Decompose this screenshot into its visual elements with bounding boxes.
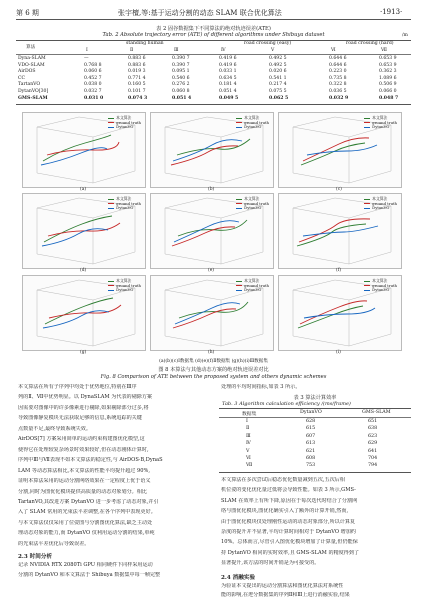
table3-cell: 621 (306, 448, 316, 454)
table2-col-algo: 算法 (26, 45, 36, 50)
table2-cell: 0.060 8 (172, 88, 190, 94)
legend-label: 本文算法 (116, 196, 132, 201)
legend-swatch (364, 118, 370, 119)
table2-cell: 0.771 4 (128, 75, 146, 81)
plot-tag: (e) (208, 268, 215, 273)
legend-label: ground truth (116, 200, 141, 206)
table2-cell: 0.074 3 (128, 95, 148, 101)
text-line: 本文算法在多次尝试后稳态优化数量减到五次,五次后相 (221, 477, 345, 483)
plot-tag: (g) (80, 350, 87, 355)
legend-entry (364, 125, 397, 130)
table2-caption-en: Tab. 2 Absolute trajectory error (ATE) of different algorithms under Shibuya dataset (102, 32, 325, 38)
table3-caption-en (222, 401, 351, 407)
table3-cell: 628 (306, 419, 316, 424)
legend-label: ground truth (244, 200, 269, 206)
plot-tag: (b) (208, 187, 215, 192)
table2-row (16, 96, 411, 103)
table2-cell: 0.036 5 (329, 88, 347, 94)
legend-swatch (364, 199, 370, 200)
table2-cell: 0.644 6 (329, 62, 347, 68)
legend-label: 本文算法 (116, 115, 132, 120)
table3-unit: /(ms/frame) (321, 401, 351, 407)
table3-dataset: Ⅲ (246, 433, 251, 439)
page-section-label: 第 6 期 (16, 9, 39, 17)
table2-cell: 0.362 3 (379, 69, 397, 75)
table2-sub-header (16, 48, 411, 55)
text-line: 机位姿的变化优化量过低将会导致性能。如表 3 所示,GMS- (221, 487, 356, 494)
legend-label: DytanVO (244, 287, 262, 293)
plot-legend (236, 279, 269, 293)
table3-cell: 623 (368, 433, 378, 439)
table2-group: road crossing (hard) (346, 41, 394, 46)
table2-unit: /m (402, 33, 408, 38)
table2-cell: 0.644 6 (329, 56, 347, 61)
trajectory-plot (150, 112, 274, 188)
plot-legend (108, 116, 141, 130)
trajectory-plot (150, 193, 274, 269)
table2-cell: 0.322 8 (329, 82, 347, 88)
table2-sub: Ⅳ (221, 47, 226, 53)
table2-cell: 0.033 1 (219, 69, 237, 75)
legend-swatch (364, 122, 370, 123)
text-line: 列的Ⅱ、Ⅶ中优势明显。以 DynaSLAM 为代表的剔除方案 (18, 394, 153, 401)
table2-cell: 0.223 0 (329, 69, 347, 75)
legend-label: 本文算法 (372, 115, 388, 120)
table2-cell: 0.038 0 (84, 82, 102, 88)
legend-swatch (364, 203, 370, 204)
legend-swatch (236, 122, 242, 123)
text-line: 分割,同时为图优化模块提供高质量的动态对象划分。相比 (18, 488, 147, 495)
table3-cell: 607 (306, 433, 316, 439)
table3-dataset: Ⅳ (246, 441, 251, 447)
table3-top-rule (219, 408, 411, 409)
trajectory-line (174, 221, 239, 242)
legend-label: 本文算法 (244, 115, 260, 120)
legend-swatch (364, 290, 370, 291)
legend-entry (236, 125, 269, 130)
text-line: 本文算法在所有子序列中均处于优势地位,特别在Ⅲ序 (18, 384, 137, 390)
trajectory-line (303, 138, 369, 161)
legend-swatch (236, 203, 242, 204)
table2-cell: 0.768 8 (84, 62, 102, 68)
text-line: 络与图优化模块,图优化确实引入了额外的计算开销,然而, (221, 508, 349, 515)
table2-cell: 0.051 4 (172, 95, 192, 101)
legend-label: DytanVO (244, 124, 262, 130)
trajectory-plot (22, 275, 146, 351)
section-2-3-heading: 2.3 时间分析 (18, 554, 53, 560)
table2-cell: — (84, 56, 89, 61)
trajectory-plot (278, 112, 402, 188)
table2-row (16, 89, 411, 96)
legend-entry (364, 288, 397, 293)
legend-swatch (108, 281, 114, 282)
figure8-caption-en: Fig. 8 Comparison of ATE between the proposed system and others dynamic schemes (100, 374, 327, 380)
table3-dataset: Ⅰ (246, 419, 248, 424)
legend-swatch (108, 285, 114, 286)
trajectory-plot (278, 275, 402, 351)
table2-cell: 0.048 7 (379, 95, 399, 101)
table2-cell: 0.051 4 (219, 88, 237, 94)
table3-cell: 613 (306, 441, 316, 447)
table2-cell: 0.031 0 (84, 95, 104, 101)
table2-cell: 0.032 7 (84, 88, 102, 94)
legend-swatch (236, 281, 242, 282)
legend-label: 本文算法 (372, 278, 388, 283)
table3-cell: 753 (306, 463, 316, 469)
table2-cell: 0.276 2 (172, 82, 190, 88)
table2-cell: 0.217 4 (269, 82, 287, 88)
legend-entry (364, 206, 397, 211)
table2-cell-algo: VDO-SLAM (18, 62, 45, 68)
table2-sub: Ⅰ (86, 47, 88, 53)
text-line: 杂度的提升并不显著,平均计算时间相对于 DytanVO 增加约 (221, 529, 356, 535)
text-line: 点数量不足,最终导致系统失效。 (18, 425, 91, 432)
legend-label: 本文算法 (372, 196, 388, 201)
table2-cell: 0.160 5 (128, 82, 146, 88)
table3-header-rule (219, 417, 411, 418)
legend-swatch (108, 199, 114, 200)
table3-cell: 704 (368, 456, 378, 461)
table2-cell: 0.060 6 (84, 69, 102, 75)
table2-cell-algo: Dyna-SLAM (18, 56, 46, 61)
legend-entry (236, 288, 269, 293)
plot-tag: (a) (80, 187, 87, 192)
table2-cell: 0.390 7 (172, 56, 190, 61)
legend-label: ground truth (372, 200, 397, 206)
page-number: ·1913· (380, 8, 403, 16)
legend-label: DytanVO (372, 124, 390, 130)
legend-label: ground truth (244, 282, 269, 288)
text-line: 序列中Ⅲ与Ⅶ表现不如本文算法的稳定性,与 AirDOS·B,DynaS (18, 457, 163, 464)
plot-legend (108, 197, 141, 211)
legend-label: ground truth (372, 119, 397, 125)
text-line: 为验证本文提出的运动分割算法和图优化算法对系统性 (221, 583, 344, 589)
table2-row (16, 76, 411, 83)
table2-cell: 0.101 7 (128, 88, 146, 94)
legend-swatch (236, 199, 242, 200)
text-line: 与本文算法仅仅采用了位姿图与分割图优化算法,缺乏主动处 (18, 519, 153, 526)
table2-cell: 0.049 5 (219, 95, 239, 101)
text-line: AirDOS[7] 方案采用简单的运动约束构建图优化模型,这 (18, 436, 145, 443)
table2-cell: 0.419 6 (219, 56, 237, 61)
running-title: 张宇檀,等:基于运动分割的动态 SLAM 联合优化算法 (118, 9, 282, 17)
table2-row (16, 69, 411, 76)
table2-cell: 0.883 6 (128, 62, 146, 68)
table3-cell: 638 (368, 426, 378, 432)
table2-cell: 0.452 7 (84, 75, 102, 81)
legend-label: ground truth (372, 282, 397, 288)
plot-tag: (i) (336, 350, 341, 355)
table3-cell: 615 (306, 426, 316, 432)
legend-swatch (364, 281, 370, 282)
plot-legend (364, 279, 397, 293)
table2-cell: 0.541 1 (269, 75, 287, 81)
text-line: 10%。总体而言,尽管引入图优化模块增加了计算量,但仍能保 (221, 539, 358, 546)
table3-col-header: GMS-SLAM (362, 410, 391, 415)
table3-dataset: Ⅶ (246, 463, 253, 469)
trajectory-line (307, 145, 377, 155)
text-line: 证明本算法采用的运动分割网络效果在一定程度上优于语义 (18, 478, 151, 485)
legend-swatch (236, 118, 242, 119)
plot-legend (108, 279, 141, 293)
table3-cell: 629 (368, 441, 378, 447)
text-line: SLAM 在效率上有所下降,原因在于每次迭代时结合了分割网 (221, 497, 358, 504)
table2-sub: Ⅴ (271, 47, 275, 53)
table3-cell: 608 (306, 456, 316, 461)
legend-swatch (236, 285, 242, 286)
legend-label: 本文算法 (244, 196, 260, 201)
legend-swatch (108, 122, 114, 123)
trajectory-line (300, 301, 367, 324)
text-line: 处理的平均时间指标,如表 3 所示。 (221, 384, 301, 390)
text-line: 理动态对象的能力,而 DytanVO 仅利用运动分割的结果,单纯 (18, 530, 155, 537)
table2-row (16, 63, 411, 70)
trajectory-line (173, 140, 242, 161)
text-line: 由于图优化模块仅处理刚性运动的动态对象部分,所以计算复 (221, 518, 356, 525)
legend-swatch (364, 127, 370, 128)
table2-sub: Ⅱ (130, 47, 134, 53)
table2-group-header (16, 41, 411, 48)
table2-sub: Ⅲ (174, 47, 179, 53)
legend-entry (108, 288, 141, 293)
table3-col-header: 数据集 (242, 412, 257, 417)
text-line: 使得它在处理较复杂场景时效果较好,但在动态刚体计算时, (18, 446, 149, 453)
plot-tag: (h) (208, 350, 215, 355)
legend-label: 本文算法 (116, 278, 132, 283)
table2-cell-algo: TartanVO (18, 82, 41, 88)
table2-cell: 0.019 3 (128, 69, 146, 75)
table2-cell: 0.390 7 (172, 62, 190, 68)
table2-cell: 0.506 9 (379, 82, 397, 88)
legend-swatch (108, 208, 114, 209)
text-line: LAM 等动态算法相比,本文算法的性能平均提升超过 90%, (18, 467, 150, 474)
plot-legend (236, 116, 269, 130)
trajectory-plot (22, 112, 146, 188)
table3-dataset: Ⅱ (246, 426, 250, 432)
trajectory-line (175, 303, 240, 324)
table2-row (16, 82, 411, 89)
legend-swatch (108, 203, 114, 204)
table2-cell: 0.020 6 (269, 69, 287, 75)
legend-swatch (236, 208, 242, 209)
table2-body (16, 56, 411, 102)
text-line: 持 DytanVO 相同的实时效率,且 GMS-SLAM 的精度得到了 (221, 549, 360, 556)
legend-label: DytanVO (244, 205, 262, 211)
table2-cell: 0.419 6 (219, 62, 237, 68)
legend-label: DytanVO (372, 205, 390, 211)
table2-cell: 0.492 5 (269, 56, 287, 61)
text-line: 能的影响,在逻分数据集的序列Ⅱ和Ⅲ上进行消融实验,结果 (221, 592, 350, 598)
plot-legend (364, 116, 397, 130)
text-line: 的光束法平差优化后导致误差。 (18, 540, 90, 547)
legend-label: DytanVO (372, 287, 390, 293)
legend-label: DytanVO (116, 287, 134, 293)
plot-legend (236, 197, 269, 211)
table2-cell: 0.883 6 (128, 56, 146, 61)
table2-cell: 0.492 5 (269, 62, 287, 68)
table2-cell: 0.540 6 (172, 75, 190, 81)
legend-entry (108, 206, 141, 211)
trajectory-line (48, 223, 120, 236)
table2-cell-algo: AirDOS (18, 69, 36, 75)
figure8-subcaption: (a)(b)(c)Ⅰ数据集 (d)(e)(f)Ⅱ数据集 (g)(h)(i)Ⅲ数据集 (159, 359, 268, 364)
trajectory-line (304, 308, 375, 318)
table2-cell: 1.089 6 (379, 75, 397, 81)
table2-group: standing human (126, 41, 164, 46)
table2-sub: Ⅵ (331, 47, 336, 53)
table2-cell: 0.075 5 (269, 88, 287, 94)
legend-label: ground truth (244, 119, 269, 125)
legend-swatch (108, 118, 114, 119)
table3-cell: 651 (368, 419, 378, 424)
text-line: 显著提升,该方法的时间开销是为可接受的。 (221, 560, 320, 567)
table2 (16, 41, 411, 56)
legend-swatch (236, 290, 242, 291)
trajectory-line (49, 305, 121, 318)
table2-bottom-rule (16, 104, 411, 105)
table2-cell: 0.095 1 (172, 69, 190, 75)
table2-group: road crossing (easy) (244, 41, 292, 46)
legend-label: ground truth (116, 282, 141, 288)
plot-tag: (c) (336, 187, 342, 192)
table2-cell: 0.032 9 (329, 95, 349, 101)
plot-tag: (d) (80, 268, 87, 273)
table2-cell: 0.634 5 (219, 75, 237, 81)
plot-legend (364, 197, 397, 211)
text-line: 因需要对图像中的许多像素进行剔除,如果剔除部分过多,将 (18, 404, 149, 411)
table2-cell-algo: DytanVO[30] (18, 88, 49, 94)
legend-label: 本文算法 (244, 278, 260, 283)
text-line: 入了 SLAM 常用的光束法平差调整,在各个序列中表现更好。 (18, 509, 156, 516)
table3-caption-cn: 表 3 算法计算效率 (293, 395, 337, 401)
legend-swatch (108, 127, 114, 128)
table2-cell: 0.181 4 (219, 82, 237, 88)
table2-cell: 0.653 9 (379, 62, 397, 68)
table3-cell: 641 (368, 448, 378, 454)
table3-title-en: Tab. 3 Algorithm calculation efficiency (222, 401, 320, 407)
table2-cell-algo: GMS-SLAM (18, 95, 48, 101)
table3-bottom-rule (219, 472, 411, 473)
table2-cell: 0.066 0 (379, 88, 397, 94)
trajectory-plot (278, 193, 402, 269)
table2-cell: 0.735 8 (329, 75, 347, 81)
legend-label: DytanVO (116, 205, 134, 211)
table2-cell-algo: CC (18, 75, 26, 81)
text-line: TartanVO,其改进方案 DytanVO 进一步考虑了动态对象,并引 (18, 498, 159, 505)
legend-entry (236, 206, 269, 211)
legend-label: ground truth (116, 119, 141, 125)
table2-cell: 0.062 5 (269, 95, 289, 101)
trajectory-line (179, 302, 248, 318)
header-rule (16, 19, 411, 20)
table2-row (16, 56, 411, 63)
legend-swatch (108, 290, 114, 291)
table3-cell: 794 (368, 463, 378, 469)
figure8-caption-cn: 图 8 本算法与其他动态方案的绝对轨迹误差对比 (158, 367, 269, 373)
section-2-4-heading: 2.4 消融实验 (221, 575, 256, 581)
legend-swatch (364, 208, 370, 209)
trajectory-plot (150, 275, 274, 351)
trajectory-line (178, 220, 247, 236)
trajectory-line (177, 139, 250, 155)
text-line: 分割的 DytanVO 和本文算法于 Shibuya 数据集中每一帧完整 (18, 572, 161, 578)
table2-caption-cn: 表 2 固谷数据集下不同算法的绝对轨迹误差(ATE) (156, 26, 271, 32)
legend-swatch (236, 127, 242, 128)
table3-col-header: DytanVO (300, 410, 322, 415)
table2-sub: Ⅶ (381, 47, 387, 53)
table3-dataset: Ⅵ (246, 456, 251, 461)
trajectory-plot (22, 193, 146, 269)
legend-swatch (364, 285, 370, 286)
plot-tag: (f) (336, 268, 342, 273)
legend-entry (108, 125, 141, 130)
table2-cell: 0.653 9 (379, 56, 397, 61)
text-line: 记录 NVIDIA RTX 2080Ti GPU 相同硬件下同样采用运动 (18, 562, 153, 568)
legend-label: DytanVO (116, 124, 134, 130)
table3-dataset: Ⅴ (246, 448, 250, 454)
text-line: 导致图像静复模块无法获取足够的信息,系统追踪的关键 (18, 415, 142, 422)
